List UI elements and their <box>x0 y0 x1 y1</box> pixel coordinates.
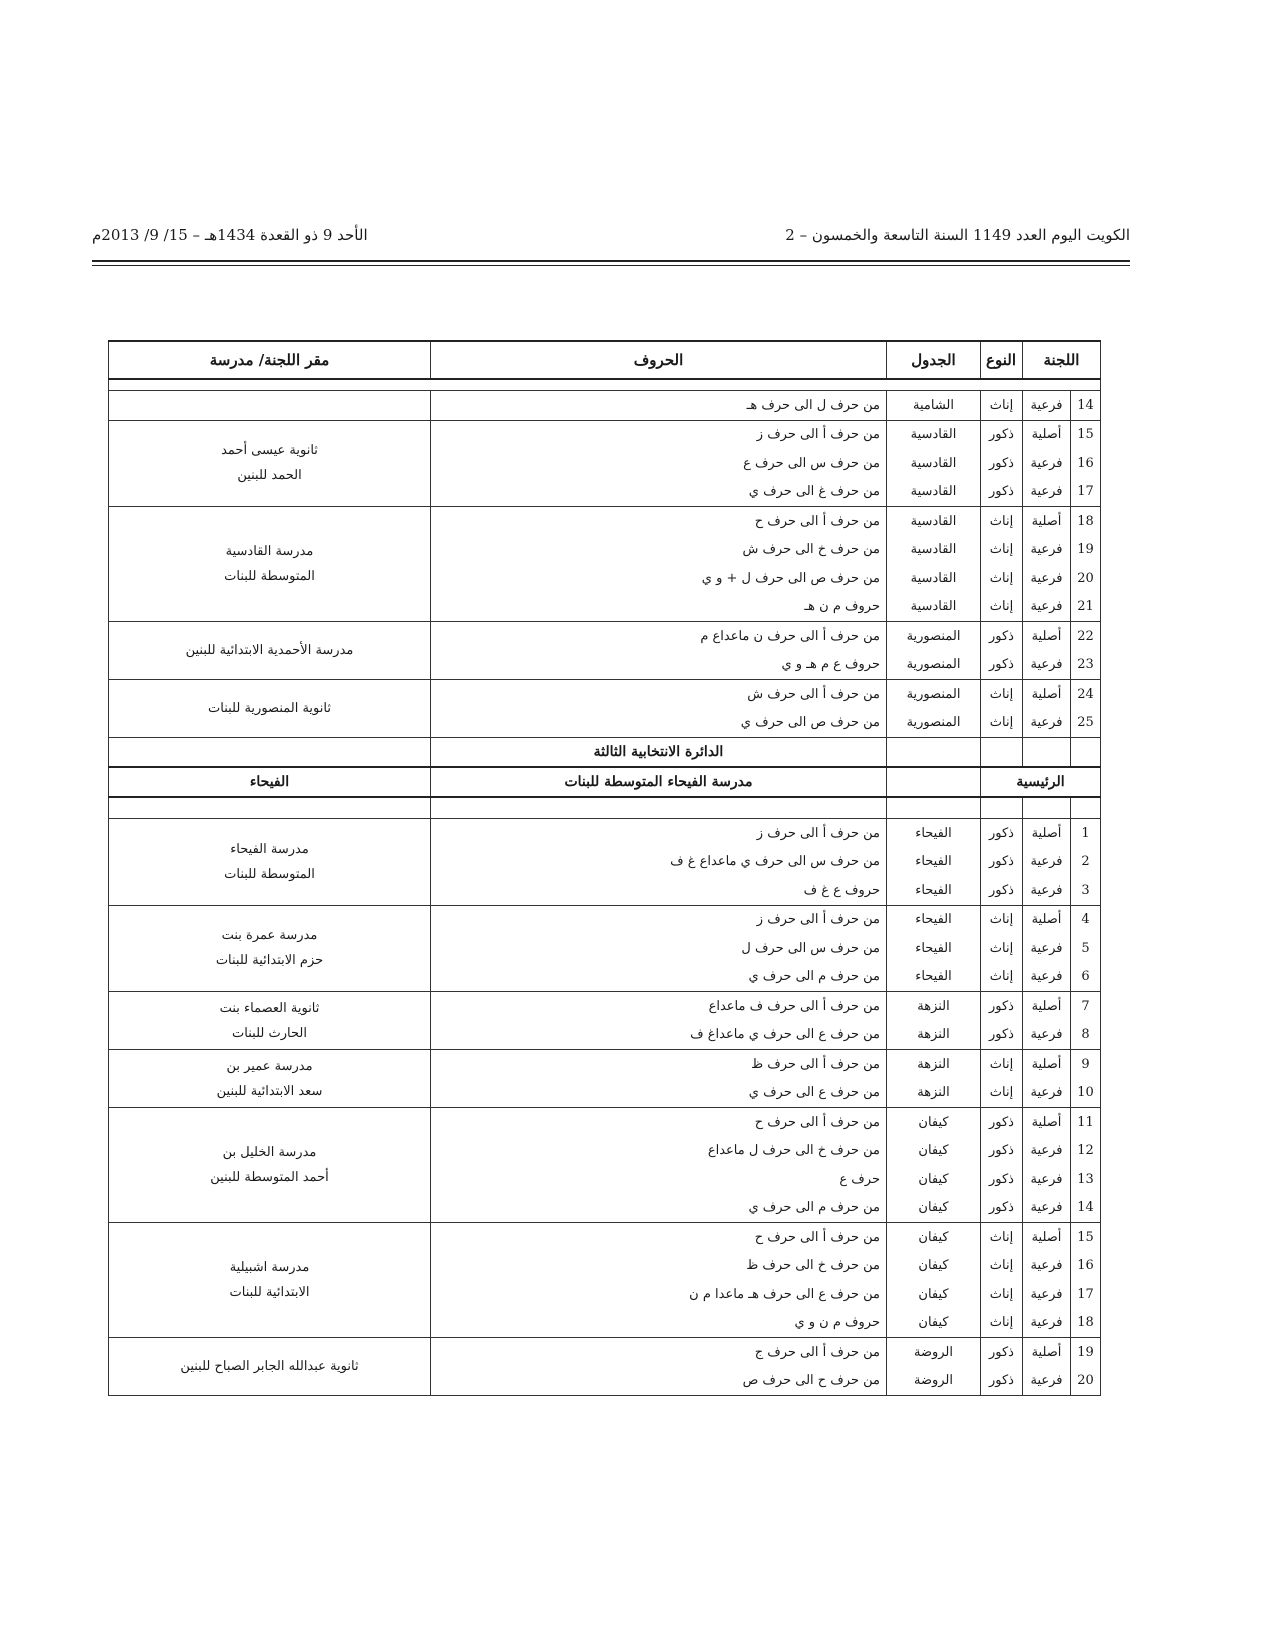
committee-type: فرعية <box>1023 963 1071 992</box>
gender-cell: ذكور <box>981 1021 1023 1050</box>
table-row <box>109 1338 1101 1367</box>
committee-type: فرعية <box>1023 1367 1071 1396</box>
committee-type: فرعية <box>1023 536 1071 565</box>
committee-number: 17 <box>1071 1280 1101 1309</box>
letters-cell: من حرف ح الى حرف ص <box>431 1367 887 1396</box>
area-cell: النزهة <box>887 1021 981 1050</box>
empty-cell <box>887 767 981 797</box>
spacer-row <box>109 797 1101 819</box>
committee-number: 18 <box>1071 507 1101 536</box>
gender-cell: إناث <box>981 1309 1023 1338</box>
gender-cell: إناث <box>981 1223 1023 1252</box>
empty-cell <box>981 797 1023 819</box>
empty-cell <box>981 738 1023 768</box>
gender-cell: إناث <box>981 905 1023 934</box>
area-cell: النزهة <box>887 1079 981 1108</box>
empty-cell <box>1071 797 1101 819</box>
committee-number: 14 <box>1071 391 1101 421</box>
area-cell: كيفان <box>887 1252 981 1281</box>
committee-type: أصلية <box>1023 1223 1071 1252</box>
seat-cell <box>109 1223 431 1338</box>
seat-line: مدرسة الخليل بن <box>222 1145 317 1160</box>
committee-type: فرعية <box>1023 1194 1071 1223</box>
letters-cell: من حرف س الى حرف ع <box>431 449 887 478</box>
table-row <box>109 420 1101 449</box>
committee-number: 12 <box>1071 1137 1101 1166</box>
committee-type: أصلية <box>1023 905 1071 934</box>
letters-cell: من حرف م الى حرف ي <box>431 963 887 992</box>
issue-info: الكويت اليوم العدد 1149 السنة التاسعة والخمسون – 2 <box>785 226 1130 244</box>
gender-cell: إناث <box>981 680 1023 709</box>
area-cell: القادسية <box>887 507 981 536</box>
section-title-row <box>109 738 1101 768</box>
area-cell: الفيحاء <box>887 934 981 963</box>
area-cell: المنصورية <box>887 680 981 709</box>
seat-line: الحارث للبنات <box>232 1025 307 1041</box>
seat-line: حزم الابتدائية للبنات <box>215 953 324 969</box>
header-committee: اللجنة <box>1023 341 1101 379</box>
gender-cell: إناث <box>981 709 1023 738</box>
committee-number: 8 <box>1071 1021 1101 1050</box>
table-row <box>109 992 1101 1021</box>
committee-type: فرعية <box>1023 391 1071 421</box>
gender-cell: ذكور <box>981 1194 1023 1223</box>
committee-number: 19 <box>1071 536 1101 565</box>
header-letters: الحروف <box>431 341 887 379</box>
seat-cell <box>109 507 431 622</box>
empty-cell <box>109 797 431 819</box>
committee-number: 4 <box>1071 905 1101 934</box>
section-title: الدائرة الانتخابية الثالثة <box>431 738 887 768</box>
area-cell: النزهة <box>887 1050 981 1079</box>
gender-cell: إناث <box>981 564 1023 593</box>
letters-cell: من حرف أ الى حرف ش <box>431 680 887 709</box>
empty-cell <box>887 738 981 768</box>
committee-number: 15 <box>1071 1223 1101 1252</box>
seat-line: ثانوية العصماء بنت <box>219 1000 320 1016</box>
committee-type: فرعية <box>1023 651 1071 680</box>
committee-type: أصلية <box>1023 1338 1071 1367</box>
header-rule <box>92 260 1130 262</box>
main-committee-label: الرئيسية <box>981 767 1101 797</box>
seat-cell <box>109 391 431 421</box>
letters-cell: من حرف خ الى حرف ل ماعداع <box>431 1137 887 1166</box>
committee-type: فرعية <box>1023 1021 1071 1050</box>
committee-number: 1 <box>1071 819 1101 848</box>
area-cell: القادسية <box>887 536 981 565</box>
area-cell: كيفان <box>887 1280 981 1309</box>
committee-number: 14 <box>1071 1194 1101 1223</box>
letters-cell: من حرف س الى حرف ي ماعداع غ ف <box>431 848 887 877</box>
committee-type: أصلية <box>1023 1108 1071 1137</box>
seat-cell <box>109 992 431 1050</box>
gender-cell: إناث <box>981 963 1023 992</box>
gender-cell: ذكور <box>981 651 1023 680</box>
table-header-row <box>109 341 1101 379</box>
gender-cell: إناث <box>981 934 1023 963</box>
header-rule-thin <box>92 265 1130 266</box>
gender-cell: ذكور <box>981 622 1023 651</box>
committee-type: فرعية <box>1023 1079 1071 1108</box>
gender-cell: ذكور <box>981 819 1023 848</box>
area-cell: النزهة <box>887 992 981 1021</box>
committee-type: فرعية <box>1023 876 1071 905</box>
area-cell: كيفان <box>887 1165 981 1194</box>
committee-number: 2 <box>1071 848 1101 877</box>
seat-line: مدرسة اشبيلية <box>229 1260 310 1275</box>
header-gap <box>109 379 1101 391</box>
empty-cell <box>109 738 431 768</box>
gender-cell: إناث <box>981 1079 1023 1108</box>
letters-cell: من حرف أ الى حرف ح <box>431 1223 887 1252</box>
area-cell: الروضة <box>887 1367 981 1396</box>
area-cell: القادسية <box>887 420 981 449</box>
seat-cell <box>109 1050 431 1108</box>
seat-line: مدرسة الأحمدية الابتدائية للبنين <box>185 643 354 658</box>
table-row <box>109 680 1101 709</box>
letters-cell: حروف م ن هـ <box>431 593 887 622</box>
area-cell: الشامية <box>887 391 981 421</box>
area-cell: الروضة <box>887 1338 981 1367</box>
area-cell: المنصورية <box>887 651 981 680</box>
committee-type: أصلية <box>1023 622 1071 651</box>
area-cell: الفيحاء <box>887 876 981 905</box>
seat-line: مدرسة عمرة بنت <box>221 928 318 944</box>
seat-cell <box>109 1338 431 1396</box>
gender-cell: إناث <box>981 536 1023 565</box>
gender-cell: إناث <box>981 1280 1023 1309</box>
seat-cell <box>109 622 431 680</box>
table-row <box>109 507 1101 536</box>
committee-type: فرعية <box>1023 1252 1071 1281</box>
table-row <box>109 1108 1101 1137</box>
area-cell: كيفان <box>887 1309 981 1338</box>
seat-line: ثانوية المنصورية للبنات <box>208 701 331 716</box>
letters-cell: من حرف أ الى حرف ز <box>431 819 887 848</box>
letters-cell: حرف ع <box>431 1165 887 1194</box>
letters-cell: من حرف ع الى حرف ي ماعداغ ف <box>431 1021 887 1050</box>
table-row <box>109 391 1101 421</box>
empty-cell <box>1071 738 1101 768</box>
committee-number: 3 <box>1071 876 1101 905</box>
seat-line: مدرسة الفيحاء <box>230 841 309 857</box>
committee-type: فرعية <box>1023 848 1071 877</box>
seat-cell <box>109 1108 431 1223</box>
letters-cell: حروف ع م هـ و ي <box>431 651 887 680</box>
gender-cell: إناث <box>981 1252 1023 1281</box>
committee-type: فرعية <box>1023 934 1071 963</box>
main-committee-school: مدرسة الفيحاء المتوسطة للبنات <box>431 767 887 797</box>
seat-cell <box>109 905 431 992</box>
committee-number: 25 <box>1071 709 1101 738</box>
committee-number: 18 <box>1071 1309 1101 1338</box>
seat-cell <box>109 420 431 507</box>
area-cell: القادسية <box>887 593 981 622</box>
committee-type: فرعية <box>1023 1280 1071 1309</box>
gender-cell: ذكور <box>981 1137 1023 1166</box>
committees-table <box>108 340 1101 1396</box>
letters-cell: من حرف أ الى حرف ز <box>431 420 887 449</box>
letters-cell: من حرف غ الى حرف ي <box>431 478 887 507</box>
committee-number: 7 <box>1071 992 1101 1021</box>
area-cell: القادسية <box>887 564 981 593</box>
committee-number: 13 <box>1071 1165 1101 1194</box>
table-row <box>109 1223 1101 1252</box>
seat-line: الابتدائية للبنات <box>229 1285 310 1300</box>
committee-type: أصلية <box>1023 992 1071 1021</box>
area-cell: الفيحاء <box>887 905 981 934</box>
area-cell: كيفان <box>887 1223 981 1252</box>
letters-cell: من حرف س الى حرف ل <box>431 934 887 963</box>
empty-cell <box>1023 797 1071 819</box>
area-cell: الفيحاء <box>887 819 981 848</box>
committee-number: 16 <box>1071 1252 1101 1281</box>
seat-line: أحمد المتوسطة للبنين <box>210 1170 329 1185</box>
seat-line: المتوسطة للبنات <box>224 866 315 882</box>
area-cell: كيفان <box>887 1194 981 1223</box>
seat-line: مدرسة عمير بن <box>226 1058 313 1074</box>
committee-type: أصلية <box>1023 819 1071 848</box>
seat-line: ثانوية عبدالله الجابر الصباح للبنين <box>180 1359 359 1374</box>
letters-cell: من حرف ع الى حرف ي <box>431 1079 887 1108</box>
area-cell: الفيحاء <box>887 848 981 877</box>
committee-type: فرعية <box>1023 593 1071 622</box>
gender-cell: ذكور <box>981 449 1023 478</box>
committee-type: فرعية <box>1023 1137 1071 1166</box>
seat-cell <box>109 819 431 906</box>
gender-cell: إناث <box>981 593 1023 622</box>
seat-line: الحمد للبنين <box>237 468 302 484</box>
committee-number: 23 <box>1071 651 1101 680</box>
committee-type: فرعية <box>1023 564 1071 593</box>
table-row <box>109 819 1101 848</box>
seat-line: مدرسة القادسية <box>225 544 314 559</box>
gender-cell: ذكور <box>981 848 1023 877</box>
gender-cell: إناث <box>981 1050 1023 1079</box>
committee-number: 19 <box>1071 1338 1101 1367</box>
gender-cell: ذكور <box>981 1367 1023 1396</box>
committee-type: فرعية <box>1023 709 1071 738</box>
area-cell: كيفان <box>887 1108 981 1137</box>
main-committee-row <box>109 767 1101 797</box>
gender-cell: ذكور <box>981 992 1023 1021</box>
gender-cell: إناث <box>981 507 1023 536</box>
committee-type: فرعية <box>1023 478 1071 507</box>
letters-cell: من حرف ص الى حرف ي <box>431 709 887 738</box>
page-header <box>92 222 1130 252</box>
header-area: الجدول <box>887 341 981 379</box>
table-row <box>109 1050 1101 1079</box>
table-row <box>109 622 1101 651</box>
letters-cell: من حرف أ الى حرف ج <box>431 1338 887 1367</box>
committee-number: 11 <box>1071 1108 1101 1137</box>
committee-number: 6 <box>1071 963 1101 992</box>
committee-number: 5 <box>1071 934 1101 963</box>
letters-cell: من حرف أ الى حرف ح <box>431 1108 887 1137</box>
committee-type: أصلية <box>1023 1050 1071 1079</box>
letters-cell: من حرف م الى حرف ي <box>431 1194 887 1223</box>
committee-number: 15 <box>1071 420 1101 449</box>
gender-cell: ذكور <box>981 478 1023 507</box>
committee-type: أصلية <box>1023 507 1071 536</box>
letters-cell: حروف ع غ ف <box>431 876 887 905</box>
gender-cell: ذكور <box>981 420 1023 449</box>
gender-cell: ذكور <box>981 1108 1023 1137</box>
letters-cell: من حرف أ الى حرف ح <box>431 507 887 536</box>
area-cell: المنصورية <box>887 622 981 651</box>
committee-number: 24 <box>1071 680 1101 709</box>
committee-number: 20 <box>1071 1367 1101 1396</box>
committee-number: 16 <box>1071 449 1101 478</box>
seat-line: المتوسطة للبنات <box>224 569 315 584</box>
empty-cell <box>431 797 887 819</box>
area-cell: القادسية <box>887 478 981 507</box>
letters-cell: من حرف ل الى حرف هـ <box>431 391 887 421</box>
letters-cell: من حرف أ الى حرف ن ماعداع م <box>431 622 887 651</box>
committee-number: 22 <box>1071 622 1101 651</box>
seat-cell <box>109 680 431 738</box>
area-cell: الفيحاء <box>887 963 981 992</box>
committee-type: أصلية <box>1023 420 1071 449</box>
gender-cell: ذكور <box>981 1165 1023 1194</box>
gender-cell: ذكور <box>981 876 1023 905</box>
area-cell: القادسية <box>887 449 981 478</box>
letters-cell: حروف م ن و ي <box>431 1309 887 1338</box>
seat-line: سعد الابتدائية للبنين <box>216 1083 323 1099</box>
committee-number: 10 <box>1071 1079 1101 1108</box>
committee-type: فرعية <box>1023 449 1071 478</box>
empty-cell <box>1023 738 1071 768</box>
table-row <box>109 905 1101 934</box>
area-cell: كيفان <box>887 1137 981 1166</box>
committee-type: أصلية <box>1023 680 1071 709</box>
gender-cell: إناث <box>981 391 1023 421</box>
seat-line: ثانوية عيسى أحمد <box>221 443 318 459</box>
header-gender: النوع <box>981 341 1023 379</box>
committee-number: 9 <box>1071 1050 1101 1079</box>
committee-number: 17 <box>1071 478 1101 507</box>
letters-cell: من حرف ع الى حرف هـ ماعدا م ن <box>431 1280 887 1309</box>
letters-cell: من حرف أ الى حرف ف ماعداع <box>431 992 887 1021</box>
letters-cell: من حرف خ الى حرف ش <box>431 536 887 565</box>
gender-cell: ذكور <box>981 1338 1023 1367</box>
letters-cell: من حرف أ الى حرف ظ <box>431 1050 887 1079</box>
letters-cell: من حرف ص الى حرف ل + و ي <box>431 564 887 593</box>
committee-number: 21 <box>1071 593 1101 622</box>
area-cell: المنصورية <box>887 709 981 738</box>
committee-type: فرعية <box>1023 1165 1071 1194</box>
date-info: الأحد 9 ذو القعدة 1434هـ – 15/ 9/ 2013م <box>92 226 368 244</box>
main-committee-seat: الفيحاء <box>109 767 431 797</box>
letters-cell: من حرف خ الى حرف ظ <box>431 1252 887 1281</box>
empty-cell <box>887 797 981 819</box>
letters-cell: من حرف أ الى حرف ز <box>431 905 887 934</box>
committee-type: فرعية <box>1023 1309 1071 1338</box>
header-seat: مقر اللجنة/ مدرسة <box>109 341 431 379</box>
committee-number: 20 <box>1071 564 1101 593</box>
